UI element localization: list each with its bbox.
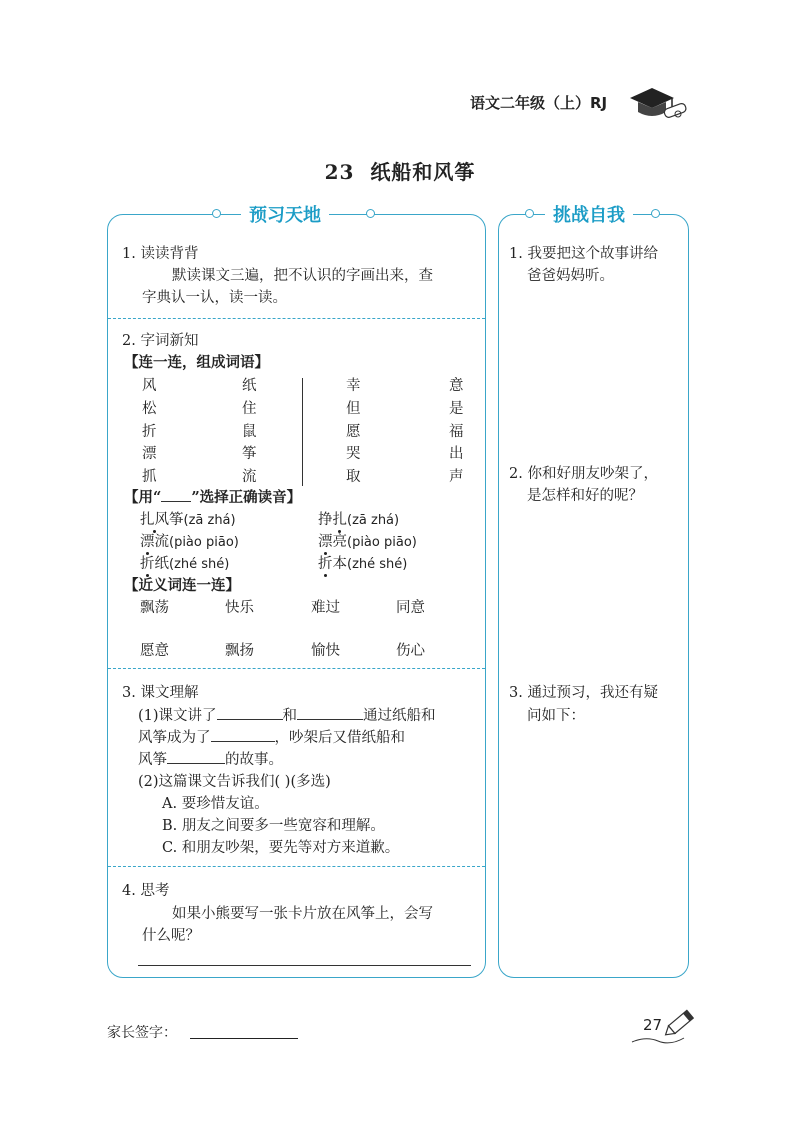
section1-text-line2: 字典认一认，读一读。 [142, 290, 287, 306]
pron-item-6[interactable]: 折本(zhé shé) [318, 556, 408, 572]
syn-bottom-4[interactable]: 伤心 [396, 643, 425, 659]
pron-options[interactable]: (zā zhá) [183, 513, 236, 528]
q1-line3: 风筝 的故事。 [138, 749, 283, 771]
answer-line[interactable] [138, 965, 471, 966]
char-b5[interactable]: 流 [242, 469, 257, 485]
section1-text-line1: 默读课文三遍，把不认识的字画出来，查 [172, 268, 433, 284]
char-a4[interactable]: 漂 [142, 446, 157, 462]
pron-item-4[interactable]: 漂亮(piào piāo) [318, 534, 417, 550]
option-a[interactable]: A. 要珍惜友谊。 [162, 796, 269, 812]
syn-bottom-3[interactable]: 愉快 [311, 643, 340, 659]
char-b4[interactable]: 筝 [242, 446, 257, 462]
preview-heading: 预习天地 [241, 201, 329, 227]
q1-line2: 风筝成为了 ，吵架后又借纸船和 [138, 727, 405, 749]
challenge-q3-line1: 3. 通过预习，我还有疑 [509, 685, 658, 701]
pron-options[interactable]: (zhé shé) [169, 557, 230, 572]
graduation-cap-icon [626, 84, 688, 124]
option-b[interactable]: B. 朋友之间要多一些宽容和理解。 [162, 818, 385, 834]
challenge-q2-line1: 2. 你和好朋友吵架了， [509, 466, 658, 482]
section1-title: 1. 读读背背 [122, 246, 199, 262]
challenge-q1-line2: 爸爸妈妈听。 [527, 268, 614, 284]
char-b2[interactable]: 住 [242, 401, 257, 417]
pron-options[interactable]: (zā zhá) [347, 513, 400, 528]
section3-title: 3. 课文理解 [122, 685, 199, 701]
choose-title: 【用“ ”选择正确读音】 [124, 489, 302, 506]
heading-dot-right [651, 209, 660, 218]
challenge-q3-line2: 问如下： [527, 708, 585, 724]
book-label: 语文二年级（上）RJ [470, 94, 608, 112]
page-number: 27 [643, 1016, 663, 1034]
char-d1[interactable]: 意 [449, 378, 464, 394]
char-a2[interactable]: 松 [142, 401, 157, 417]
answer-blank[interactable] [297, 705, 363, 720]
option-c[interactable]: C. 和朋友吵架，要先等对方来道歉。 [162, 840, 400, 856]
answer-blank[interactable] [217, 705, 283, 720]
underline-sample [161, 487, 191, 502]
char-d2[interactable]: 是 [449, 401, 464, 417]
char-c2[interactable]: 但 [346, 401, 361, 417]
pencil-icon [628, 1008, 694, 1048]
char-c1[interactable]: 幸 [346, 378, 361, 394]
parent-signature-label: 家长签字： [107, 1025, 177, 1041]
char-b1[interactable]: 纸 [242, 378, 257, 394]
lesson-name: 纸船和风筝 [370, 160, 476, 184]
heading-dot-left [212, 209, 221, 218]
char-c5[interactable]: 取 [346, 469, 361, 485]
pron-item-5[interactable]: 折纸(zhé shé) [140, 556, 230, 572]
syn-top-1[interactable]: 飘荡 [140, 600, 169, 616]
divider [108, 668, 485, 669]
column-divider [302, 378, 303, 486]
lesson-title [0, 156, 800, 185]
q1-line1: (1)课文讲了 和 通过纸船和 [138, 705, 436, 727]
char-d5[interactable]: 声 [449, 469, 464, 485]
divider [108, 866, 485, 867]
char-d3[interactable]: 福 [449, 424, 464, 440]
char-c4[interactable]: 哭 [346, 446, 361, 462]
section4-title: 4. 思考 [122, 883, 170, 899]
heading-dot-right [366, 209, 375, 218]
char-a5[interactable]: 抓 [142, 469, 157, 485]
pron-item-3[interactable]: 漂流(piào piāo) [140, 534, 239, 550]
section2-title: 2. 字词新知 [122, 333, 199, 349]
section4-line2: 什么呢？ [142, 928, 200, 944]
section4-line1: 如果小熊要写一张卡片放在风筝上，会写 [172, 906, 433, 922]
syn-top-3[interactable]: 难过 [311, 600, 340, 616]
q2-text: (2)这篇课文告诉我们( )(多选) [138, 774, 331, 790]
syn-top-2[interactable]: 快乐 [225, 600, 254, 616]
challenge-panel [498, 214, 689, 978]
parent-signature-line[interactable] [190, 1038, 298, 1039]
pron-item-2[interactable]: 挣扎(zā zhá) [318, 512, 400, 528]
syn-bottom-1[interactable]: 愿意 [140, 643, 169, 659]
syn-bottom-2[interactable]: 飘扬 [225, 643, 254, 659]
answer-blank[interactable] [167, 749, 225, 764]
char-b3[interactable]: 鼠 [242, 424, 257, 440]
challenge-heading: 挑战自我 [545, 201, 633, 227]
syn-top-4[interactable]: 同意 [396, 600, 425, 616]
char-c3[interactable]: 愿 [346, 424, 361, 440]
synonym-title: 【近义词连一连】 [124, 577, 240, 594]
heading-dot-left [525, 209, 534, 218]
connect-title: 【连一连，组成词语】 [124, 354, 269, 371]
pron-options[interactable]: (piào piāo) [169, 535, 239, 550]
challenge-q2-line2: 是怎样和好的呢？ [527, 488, 643, 504]
lesson-number: 23 [324, 160, 355, 184]
char-a1[interactable]: 风 [142, 378, 157, 394]
divider [108, 318, 485, 319]
challenge-q1-line1: 1. 我要把这个故事讲给 [509, 246, 658, 262]
answer-blank[interactable] [211, 727, 275, 742]
char-a3[interactable]: 折 [142, 424, 157, 440]
char-d4[interactable]: 出 [449, 446, 464, 462]
pron-options[interactable]: (piào piāo) [347, 535, 417, 550]
pron-options[interactable]: (zhé shé) [347, 557, 408, 572]
pron-item-1[interactable]: 扎风筝(zā zhá) [140, 512, 236, 528]
